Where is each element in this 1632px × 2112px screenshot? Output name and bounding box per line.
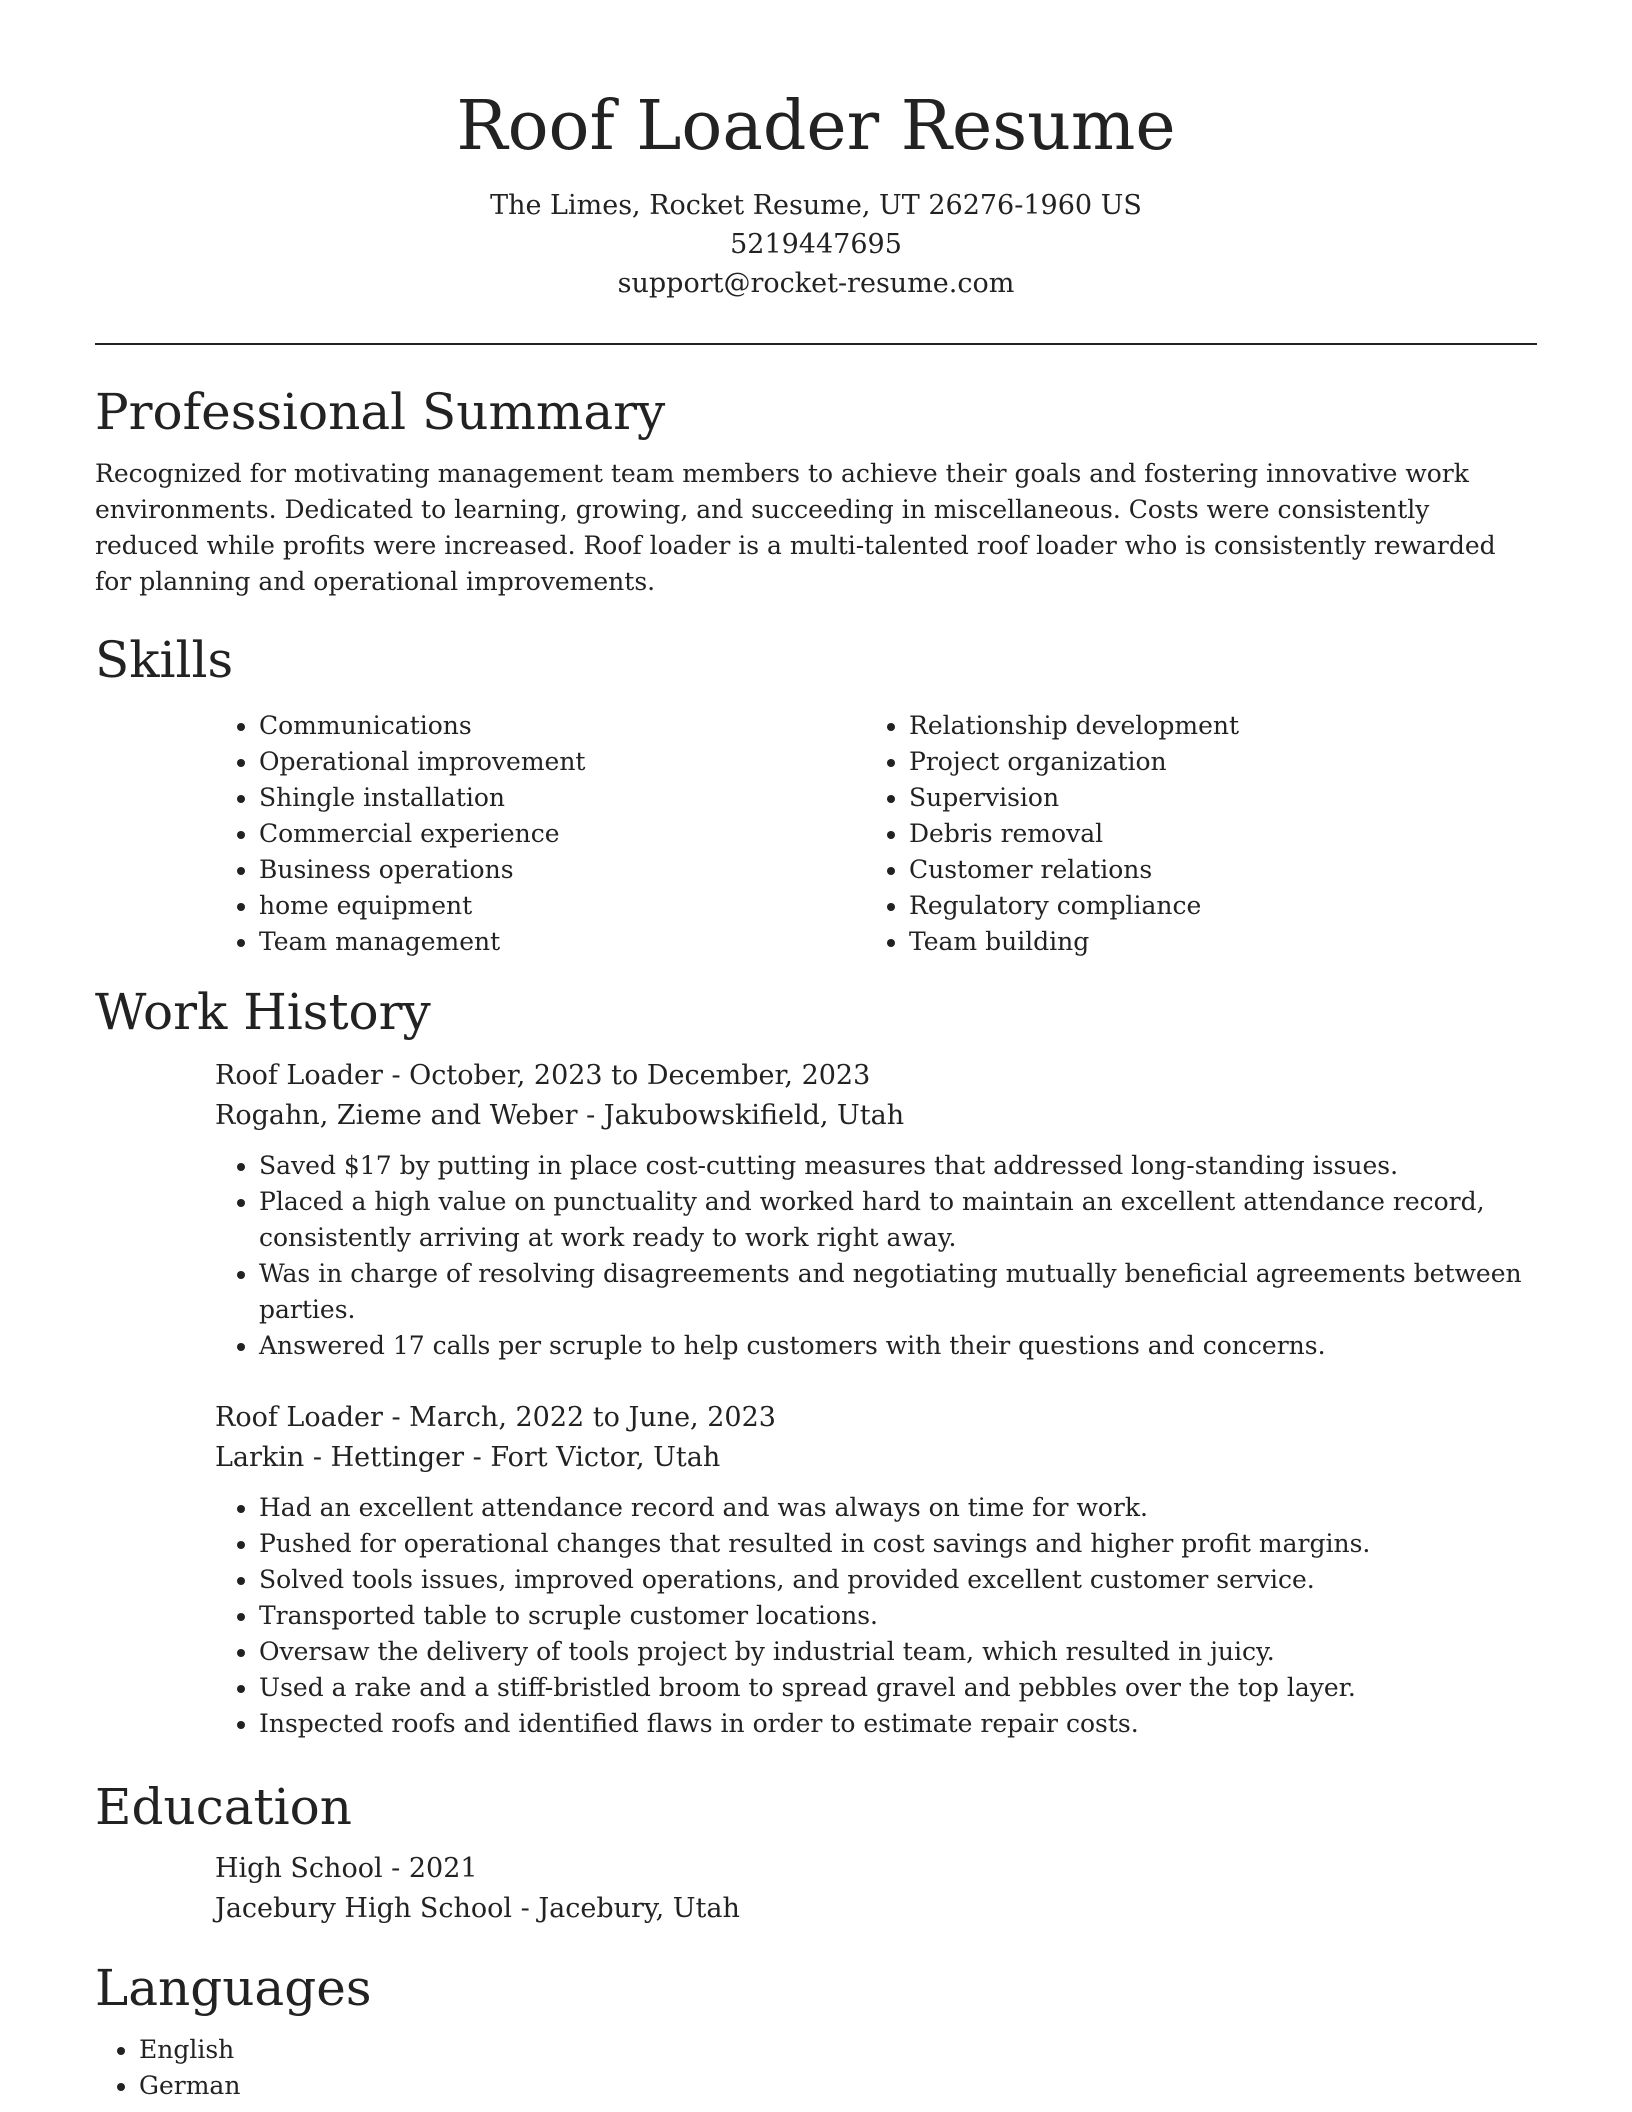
skills-right-column <box>865 708 1515 960</box>
job-bullet: • Placed a high value on punctuality and worked hard to maintain an excellent attendance record, consistently arriving at work ready to work right away. <box>259 1184 1537 1256</box>
job-company-location: Larkin - Hettinger - Fort Victor, Utah <box>215 1442 721 1473</box>
education-entry <box>215 1849 1537 1929</box>
job-bullet: • Solved tools issues, improved operations, and provided excellent customer service. <box>259 1562 1537 1598</box>
job-bullet: • Answered 17 calls per scruple to help customers with their questions and concerns. <box>259 1328 1537 1364</box>
summary-heading: Professional Summary <box>95 383 666 441</box>
skill-item: • home equipment <box>259 888 865 924</box>
job-company-location: Rogahn, Zieme and Weber - Jakubowskifield, Utah <box>215 1100 905 1131</box>
summary-text: Recognized for motivating management team members to achieve their goals and fostering innovative work environments. Dedicated to learning, growing, and succeeding in miscellaneous. Costs were consistently reduced while profits were increased. Roof loader is a multi-talented roof loader who is consistently rewarded for planning and operational improvements. <box>95 459 1496 596</box>
languages-heading: Languages <box>95 1959 372 2017</box>
skill-item: • Team management <box>259 924 865 960</box>
address: The Limes, Rocket Resume, UT 26276-1960 US <box>490 190 1142 221</box>
job-bullet: • Used a rake and a stiff-bristled broom to spread gravel and pebbles over the top layer. <box>259 1670 1537 1706</box>
skill-item: • Team building <box>909 924 1515 960</box>
skill-item: • Commercial experience <box>259 816 865 852</box>
resume-header <box>95 0 1537 345</box>
skill-item: • Customer relations <box>909 852 1515 888</box>
skill-item: • Project organization <box>909 744 1515 780</box>
resume-title: Roof Loader Resume <box>456 87 1176 166</box>
skill-item: • Supervision <box>909 780 1515 816</box>
phone: 5219447695 <box>730 229 902 260</box>
work-history-section <box>95 982 1537 1742</box>
job-bullet: • Was in charge of resolving disagreements and negotiating mutually beneficial agreements between parties. <box>259 1256 1537 1328</box>
job-bullet: • Transported table to scruple customer locations. <box>259 1598 1537 1634</box>
work-history-heading: Work History <box>95 983 431 1041</box>
job-title-dates: Roof Loader - October, 2023 to December, 2023 <box>215 1060 871 1091</box>
header-divider <box>95 343 1537 345</box>
job-entry <box>215 1056 1537 1364</box>
language-item: • German <box>139 2068 1537 2104</box>
languages-list <box>95 2032 1537 2104</box>
language-item: • English <box>139 2032 1537 2068</box>
skill-item: • Business operations <box>259 852 865 888</box>
job-entry <box>215 1398 1537 1742</box>
skill-item: • Debris removal <box>909 816 1515 852</box>
email: support@rocket-resume.com <box>617 268 1015 299</box>
job-bullets <box>215 1490 1537 1742</box>
job-bullet: • Pushed for operational changes that resulted in cost savings and higher profit margins. <box>259 1526 1537 1562</box>
skills-left-column <box>215 708 865 960</box>
skill-item: • Communications <box>259 708 865 744</box>
skills-grid <box>215 708 1537 960</box>
job-bullet: • Inspected roofs and identified flaws in order to estimate repair costs. <box>259 1706 1537 1742</box>
education-heading: Education <box>95 1778 352 1836</box>
job-bullet: • Oversaw the delivery of tools project by industrial team, which resulted in juicy. <box>259 1634 1537 1670</box>
summary-section <box>95 382 1537 600</box>
contact-info <box>95 186 1537 303</box>
job-bullets <box>215 1148 1537 1364</box>
job-bullet: • Saved $17 by putting in place cost-cutting measures that addressed long-standing issues. <box>259 1148 1537 1184</box>
job-bullet: • Had an excellent attendance record and was always on time for work. <box>259 1490 1537 1526</box>
languages-section <box>95 1958 1537 2104</box>
education-degree: High School - 2021 <box>215 1853 478 1884</box>
skill-item: • Operational improvement <box>259 744 865 780</box>
skill-item: • Relationship development <box>909 708 1515 744</box>
job-title-dates: Roof Loader - March, 2022 to June, 2023 <box>215 1402 776 1433</box>
skills-section <box>95 630 1537 960</box>
skill-item: • Regulatory compliance <box>909 888 1515 924</box>
education-school: Jacebury High School - Jacebury, Utah <box>215 1893 740 1924</box>
skill-item: • Shingle installation <box>259 780 865 816</box>
skills-heading: Skills <box>95 631 234 689</box>
education-section <box>95 1777 1537 1929</box>
